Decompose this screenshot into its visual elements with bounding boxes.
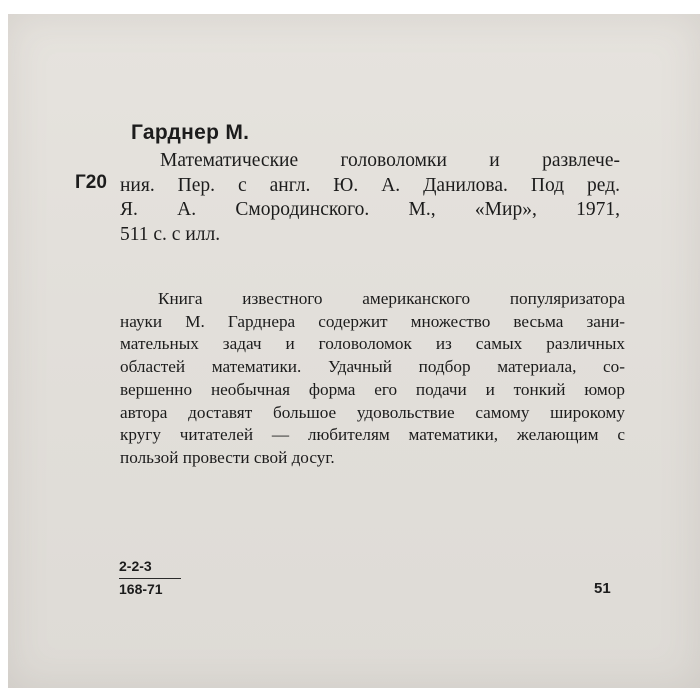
biblio-line: Я. А. Смородинского. М., «Мир», 1971,	[120, 199, 620, 220]
abstract-line: Книга известного американского популяризатора	[158, 289, 625, 308]
shelf-mark: Г20	[75, 172, 107, 193]
bibliographic-description	[120, 149, 620, 247]
classification-code-bottom: 168-71	[119, 581, 163, 597]
abstract-line: кругу читателей — любителям математики, желающим с	[120, 425, 625, 445]
biblio-line: Математические головоломки и развлече-	[160, 150, 620, 171]
abstract-line: вершенно необычная форма его подачи и тонкий юмор	[120, 379, 625, 399]
abstract-line: областей математики. Удачный подбор материала, со-	[120, 357, 625, 377]
abstract-line: пользой провести свой досуг.	[120, 447, 335, 467]
code-divider	[119, 578, 181, 579]
price-code: 51	[594, 580, 611, 597]
author-name: Гарднер М.	[131, 121, 250, 144]
classification-code-top: 2-2-3	[119, 558, 152, 574]
abstract-line: автора доставят большое удовольствие самому широкому	[120, 402, 625, 422]
abstract-line: науки М. Гарднера содержит множество весьма зани-	[120, 311, 625, 331]
abstract-line: мательных задач и головоломок из самых различных	[120, 334, 625, 354]
biblio-line: ния. Пер. с англ. Ю. А. Данилова. Под ред.	[120, 174, 620, 196]
biblio-line: 511 с. с илл.	[120, 223, 221, 245]
annotation-paragraph	[120, 288, 625, 470]
